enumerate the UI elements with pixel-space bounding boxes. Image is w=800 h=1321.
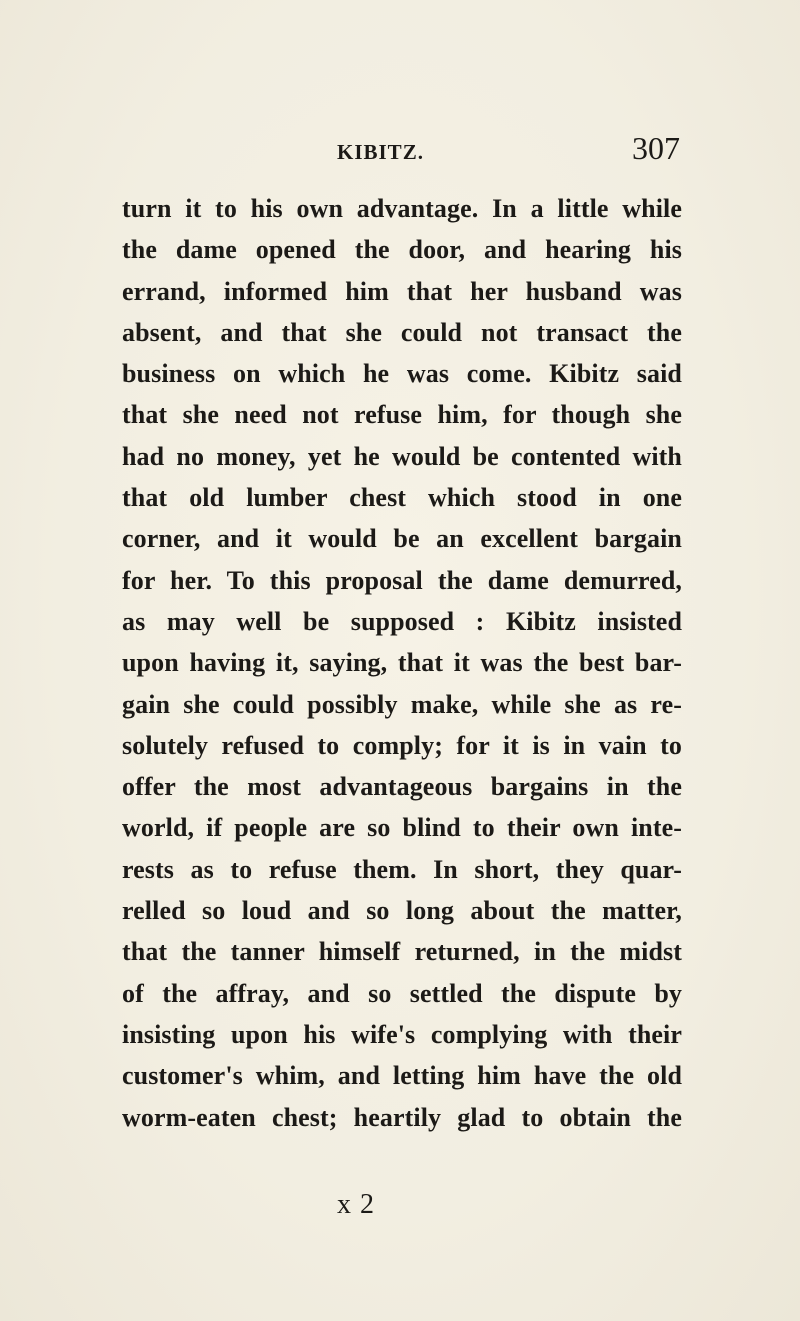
text-line: errand, informed him that her husband was: [122, 276, 682, 306]
text-line: business on which he was come. Kibitz said: [122, 359, 682, 389]
signature-mark: x 2: [337, 1189, 375, 1220]
running-head: [0, 130, 800, 170]
text-line: that old lumber chest which stood in one: [122, 483, 682, 513]
text-line: insisting upon his wife's complying with their: [122, 1019, 682, 1049]
text-line: absent, and that she could not transact the: [122, 317, 682, 347]
text-line: rests as to refuse them. In short, they quar-: [122, 854, 682, 884]
text-line: of the affray, and so settled the dispute by: [122, 978, 682, 1008]
text-line: customer's whim, and letting him have the old: [122, 1061, 682, 1091]
body-text: [122, 188, 682, 1138]
text-line: offer the most advantageous bargains in the: [122, 772, 682, 802]
text-line: that the tanner himself returned, in the midst: [122, 937, 682, 967]
text-line: as may well be supposed : Kibitz insisted: [122, 606, 682, 636]
text-line: upon having it, saying, that it was the best bar-: [122, 648, 682, 678]
text-line: worm-eaten chest; heartily glad to obtain the: [122, 1102, 682, 1132]
page-number: 307: [632, 130, 680, 166]
text-line: gain she could possibly make, while she as re-: [122, 689, 682, 719]
text-line: had no money, yet he would be contented with: [122, 441, 682, 471]
text-line: turn it to his own advantage. In a little while: [122, 194, 682, 223]
text-line: relled so loud and so long about the matter,: [122, 896, 682, 926]
text-line: for her. To this proposal the dame demurred,: [122, 565, 682, 595]
text-line: solutely refused to comply; for it is in vain to: [122, 730, 682, 760]
running-title: KIBITZ.: [337, 140, 424, 164]
text-line: world, if people are so blind to their own inte-: [122, 813, 682, 843]
text-line: that she need not refuse him, for though she: [122, 400, 682, 430]
text-line: corner, and it would be an excellent bargain: [122, 524, 682, 554]
text-line: the dame opened the door, and hearing his: [122, 235, 682, 265]
